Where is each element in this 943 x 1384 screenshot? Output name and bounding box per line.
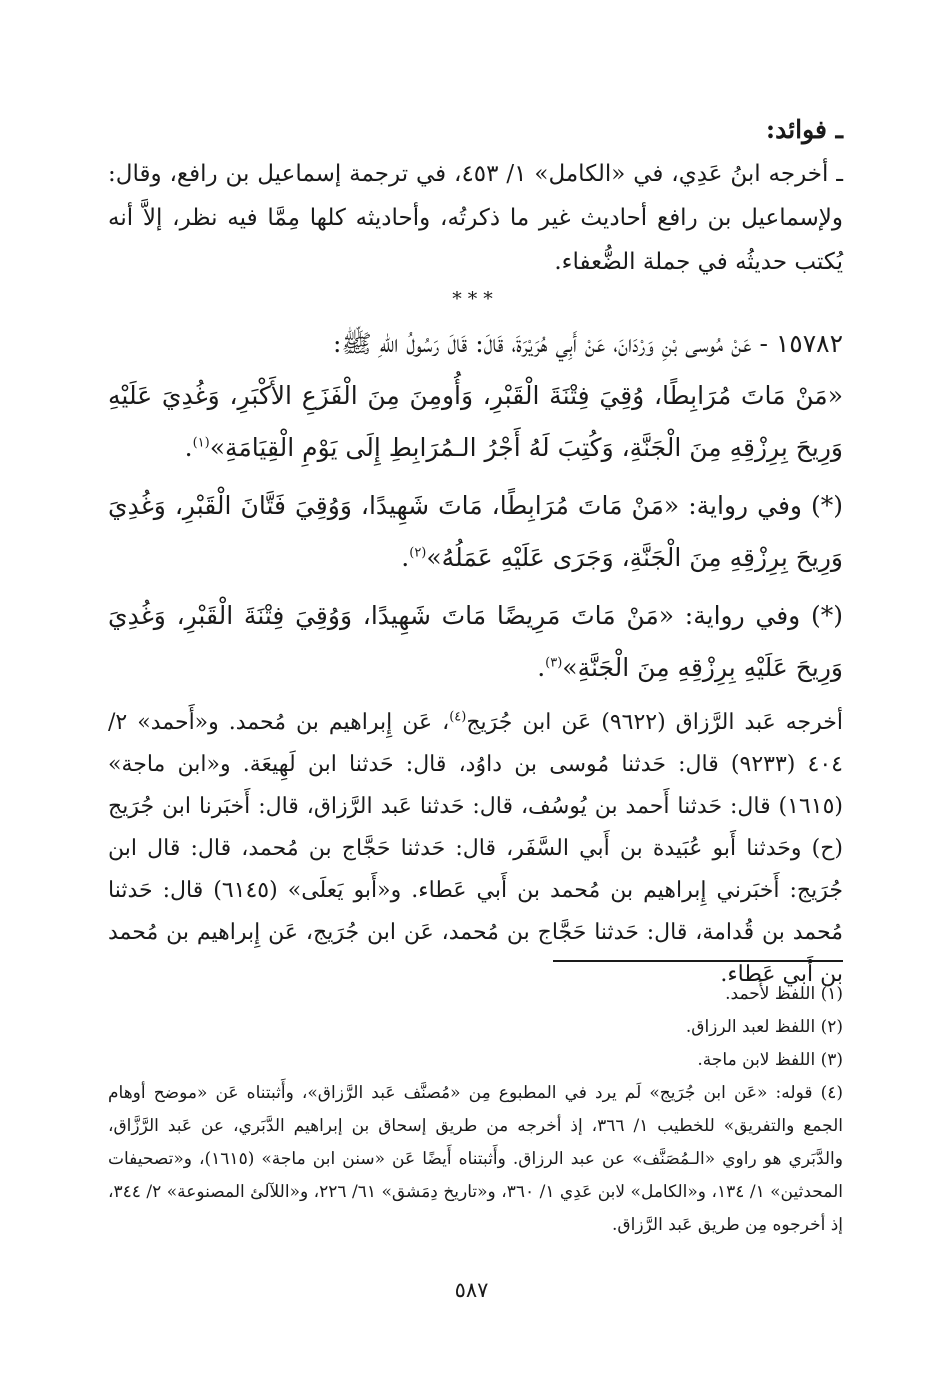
footnote-text: اللفظ لأَحمد. <box>725 984 816 1004</box>
hadith-isnad: ١٥٧٨٢ - عَنْ مُوسى بْنِ وَرْدَانَ، عَنْ أَبِي هُرَيْرَةَ، قَالَ: قَالَ رَسُولُ اللهِ ﷺ: <box>333 329 843 358</box>
fawaid-heading: ـ فوائد: <box>765 115 843 144</box>
footnote-number: (٣) <box>820 1050 843 1070</box>
hadith-matn: «مَنْ مَاتَ مُرَابِطًا، وُقِيَ فِتْنَةَ الْقَبْرِ، وَأُومِنَ مِنَ الْفَزَعِ الأَكْبَرِ، وَغُدِيَ عَلَيْهِ وَرِيحَ بِرِزْقِهِ مِنَ الْجَنَّةِ، وَكُتِبَ لَهُ أَجْرُ الـمُرَابِطِ إِلَى يَوْمِ الْقِيَامَةِ»$^{(١)}$. <box>108 381 843 462</box>
section-separator: *** <box>452 288 499 310</box>
footnote-divider <box>553 960 843 962</box>
footnote-number: (٤) <box>820 1083 844 1103</box>
riwaya-1-text: (*) وفي رواية: «مَنْ مَاتَ مُرَابِطًا، مَاتَ شَهِيدًا، وَوُقِيَ فَتَّانَ الْقَبْرِ، وَغُدِيَ وَرِيحَ بِرِزْقِهِ مِنَ الْجَنَّةِ، وَجَرَى عَلَيْهِ عَمَلُهُ» <box>108 491 843 572</box>
footnote-2 <box>108 1011 843 1044</box>
takhrij-part1: أخرجه عَبد الرَّزاق (٩٦٢٢) عَن ابن جُرَيج <box>466 710 843 735</box>
footnote-1 <box>108 978 843 1011</box>
page-number: ٥٨٧ <box>454 1278 489 1302</box>
footnote-ref-1: (١) <box>192 435 210 451</box>
riwaya-2: (*) وفي رواية: «مَنْ مَاتَ مَرِيضًا مَاتَ شَهِيدًا، وَوُقِيَ فِتْنَةَ الْقَبْرِ، وَغُدِيَ وَرِيحَ عَلَيْهِ بِرِزْقِهِ مِنَ الْجَنَّةِ»$^{(٣)}$. <box>108 601 843 682</box>
riwaya-2-text: (*) وفي رواية: «مَنْ مَاتَ مَرِيضًا مَاتَ شَهِيدًا، وَوُقِيَ فِتْنَةَ الْقَبْرِ، وَغُدِيَ وَرِيحَ عَلَيْهِ بِرِزْقِهِ مِنَ الْجَنَّةِ» <box>108 601 843 682</box>
footnote-ref-4: (٤) <box>449 709 467 725</box>
footnote-text: اللفظ لابن ماجة. <box>697 1050 816 1070</box>
footnotes <box>108 978 843 1242</box>
footnote-number: (٢) <box>820 1017 843 1037</box>
fawaid-text: ـ أخرجه ابنُ عَدِي، في «الكامل» ١/ ٤٥٣، في ترجمة إسماعيل بن رافع، وقال: ولإسماعيل بن رافع أحاديث غير ما ذكرتُه، وأحاديثه كلها مِمَّا فيه نظر، إلاَّ أنه يُكتب حديثُه في جملة الضُّعفاء. <box>108 161 843 275</box>
footnote-number: (١) <box>820 984 843 1004</box>
footnote-4 <box>108 1077 843 1242</box>
footnote-ref-3: (٣) <box>545 655 563 671</box>
takhrij-paragraph <box>108 702 843 996</box>
footnote-text: قوله: «عَن ابن جُرَيج» لَم يرد في المطبوع مِن «مُصنَّف عَبد الرَّزاق»، وأَثبتناه عَن «موضح أوهام الجمع والتفريق» للخطيب ١/ ٣٦٦، إذ أخرجه من طريق إسحاق بن إبراهيم الدَّبَري، عن عَبد الرَّزَّاق، والدَّبَري هو راوي «الـمُصَنَّف» عن عبد الرزاق. وأَثبتناه أَيضًا عَن «سنن ابن ماجة» (١٦١٥)، و«تصحيفات المحدثين» ١/ ١٣٤، و«الكامل» لابن عَدِي ١/ ٣٦٠، و«تاريخ دِمَشق» ٦١/ ٢٢٦، و«اللآلئ المصنوعة» ٢/ ٣٤٤، إذ أخرجوه مِن طريق عَبد الرَّزاق. <box>108 1083 843 1235</box>
main-text <box>108 108 843 996</box>
footnote-ref-2: (٢) <box>409 545 427 561</box>
footnote-text: اللفظ لعبد الرزاق. <box>685 1017 816 1037</box>
footnote-3 <box>108 1044 843 1077</box>
hadith-matn-text: «مَنْ مَاتَ مُرَابِطًا، وُقِيَ فِتْنَةَ الْقَبْرِ، وَأُومِنَ مِنَ الْفَزَعِ الأَكْبَرِ، وَغُدِيَ عَلَيْهِ وَرِيحَ بِرِزْقِهِ مِنَ الْجَنَّةِ، وَكُتِبَ لَهُ أَجْرُ الـمُرَابِطِ إِلَى يَوْمِ الْقِيَامَةِ» <box>108 381 843 462</box>
riwaya-1: (*) وفي رواية: «مَنْ مَاتَ مُرَابِطًا، مَاتَ شَهِيدًا، وَوُقِيَ فَتَّانَ الْقَبْرِ، وَغُدِيَ وَرِيحَ بِرِزْقِهِ مِنَ الْجَنَّةِ، وَجَرَى عَلَيْهِ عَمَلُهُ»$^{(٢)}$. <box>108 491 843 572</box>
takhrij-part2: ، عَن إِبراهيم بن مُحمد. و«أَحمد» ٢/ ٤٠٤ (٩٢٣٣) قال: حَدثنا مُوسى بن داوُد، قال: حَدثنا ابن لَهِيعَة. و«ابن ماجة» (١٦١٥) قال: حَدثنا أَحمد بن يُوسُف، قال: حَدثنا عَبد الرَّزاق، قال: أَخبَرنا ابن جُرَيج (ح) وحَدثنا أَبو عُبَيدة بن أَبي السَّفَر، قال: حَدثنا حَجَّاج بن مُحمد، قال: قال ابن جُرَيج: أَخبَرني إِبراهيم بن مُحمد بن أَبي عَطاء. و«أَبو يَعلَى» (٦١٤٥) قال: حَدثنا مُحمد بن قُدامة، قال: حَدثنا حَجَّاج بن مُحمد، عَن ابن جُرَيج، عَن إِبراهيم بن مُحمد بن أَبي عَطاء. <box>108 710 843 987</box>
